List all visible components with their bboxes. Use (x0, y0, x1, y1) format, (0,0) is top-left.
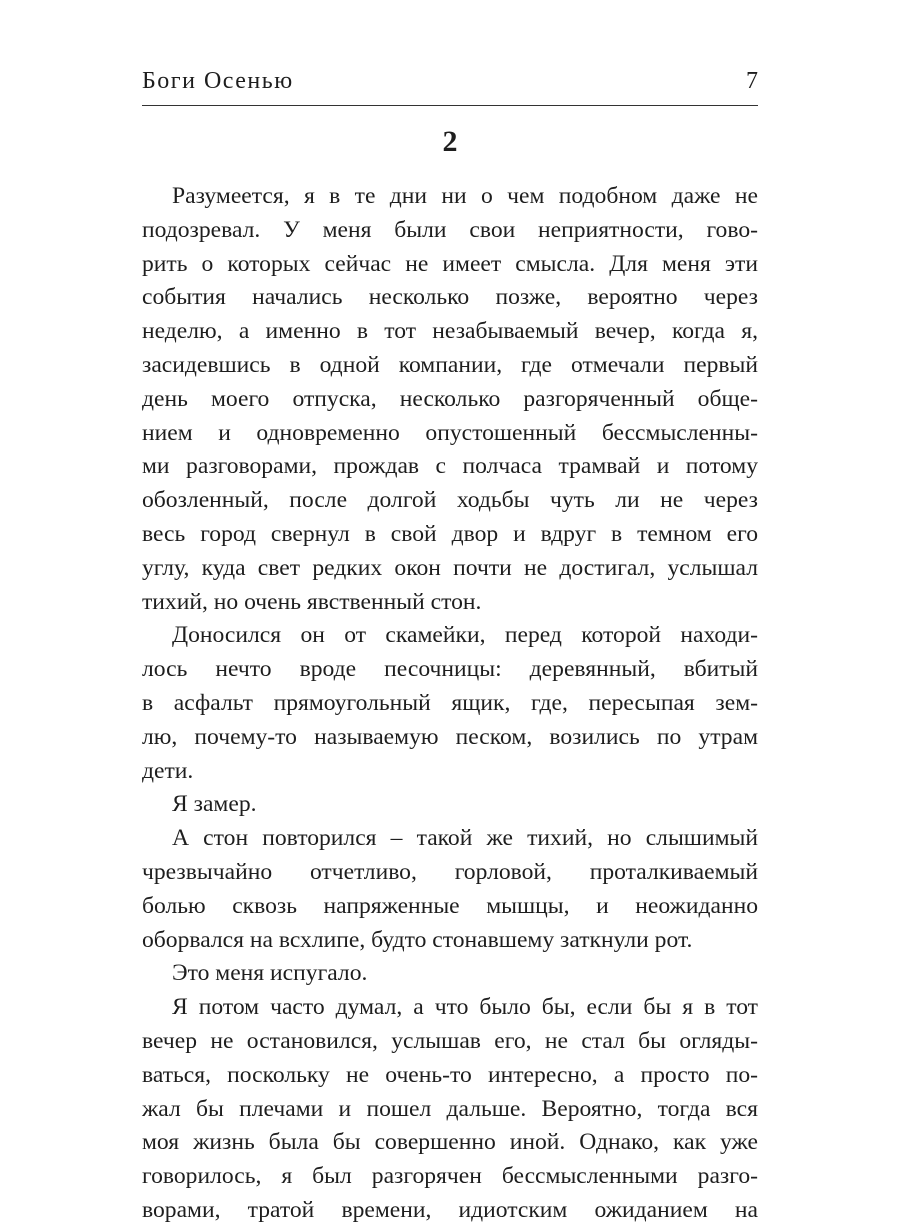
paragraph (142, 619, 758, 788)
text-line: Это меня испугало. (172, 960, 368, 987)
paragraph (142, 180, 758, 619)
book-title: Боги Осенью (142, 68, 294, 94)
header-rule (142, 105, 758, 106)
text-line: дети. (142, 757, 194, 784)
text-line: ми разговорами, прождав с полчаса трамвай и потому (142, 453, 758, 480)
text-line: Доносился он от скамейки, перед которой находи- (172, 622, 758, 649)
text-line: события начались несколько позже, вероятно через (142, 284, 758, 311)
text-line: засидевшись в одной компании, где отмечали первый (142, 351, 758, 378)
text-line: подозревал. У меня были свои неприятности, гово- (142, 216, 758, 243)
text-line: углу, куда свет редких окон почти не достигал, услышал (142, 554, 758, 581)
text-line: Я потом часто думал, а что было бы, если бы я в тот (172, 994, 758, 1021)
text-line: ваться, поскольку не очень-то интересно, а просто по- (142, 1061, 758, 1088)
page-number: 7 (746, 68, 758, 94)
text-line: вечер не остановился, услышав его, не стал бы огляды- (142, 1027, 758, 1054)
text-line: обозленный, после долгой ходьбы чуть ли не через (142, 487, 758, 514)
text-line: ворами, тратой времени, идиотским ожиданием на (142, 1196, 758, 1223)
text-line: А стон повторился – такой же тихий, но слышимый (172, 825, 758, 852)
text-line: в асфальт прямоугольный ящик, где, пересыпая зем- (142, 689, 758, 716)
text-line: Я замер. (172, 791, 257, 818)
text-line: неделю, а именно в тот незабываемый вечер, когда я, (142, 318, 758, 345)
text-line: чрезвычайно отчетливо, горловой, проталкиваемый (142, 858, 758, 885)
body-text (142, 180, 758, 1228)
text-line: день моего отпуска, несколько разгоряченный обще- (142, 385, 758, 412)
text-line: Разумеется, я в те дни ни о чем подобном даже не (172, 183, 758, 209)
text-line: лось нечто вроде песочницы: деревянный, вбитый (142, 656, 758, 683)
paragraph (142, 822, 758, 957)
text-line: оборвался на всхлипе, будто стонавшему заткнули рот. (142, 926, 693, 953)
text-line: говорилось, я был разгорячен бессмысленными разго- (142, 1163, 758, 1190)
text-line: рить о которых сейчас не имеет смысла. Для меня эти (142, 250, 758, 277)
text-line: нием и одновременно опустошенный бессмысленны- (142, 419, 758, 446)
chapter-number: 2 (442, 125, 458, 158)
paragraph (142, 957, 758, 991)
paragraph (142, 788, 758, 822)
running-header (142, 68, 758, 104)
text-line: моя жизнь была бы совершенно иной. Однако, как уже (142, 1129, 758, 1156)
text-line: тихий, но очень явственный стон. (142, 588, 482, 615)
text-line: болью сквозь напряженные мышцы, и неожиданно (142, 892, 758, 919)
text-line: весь город свернул в свой двор и вдруг в темном его (142, 520, 758, 547)
text-line: лю, почему-то называемую песком, возились по утрам (142, 723, 758, 750)
paragraph (142, 991, 758, 1228)
text-line: жал бы плечами и пошел дальше. Вероятно, тогда вся (142, 1095, 758, 1122)
